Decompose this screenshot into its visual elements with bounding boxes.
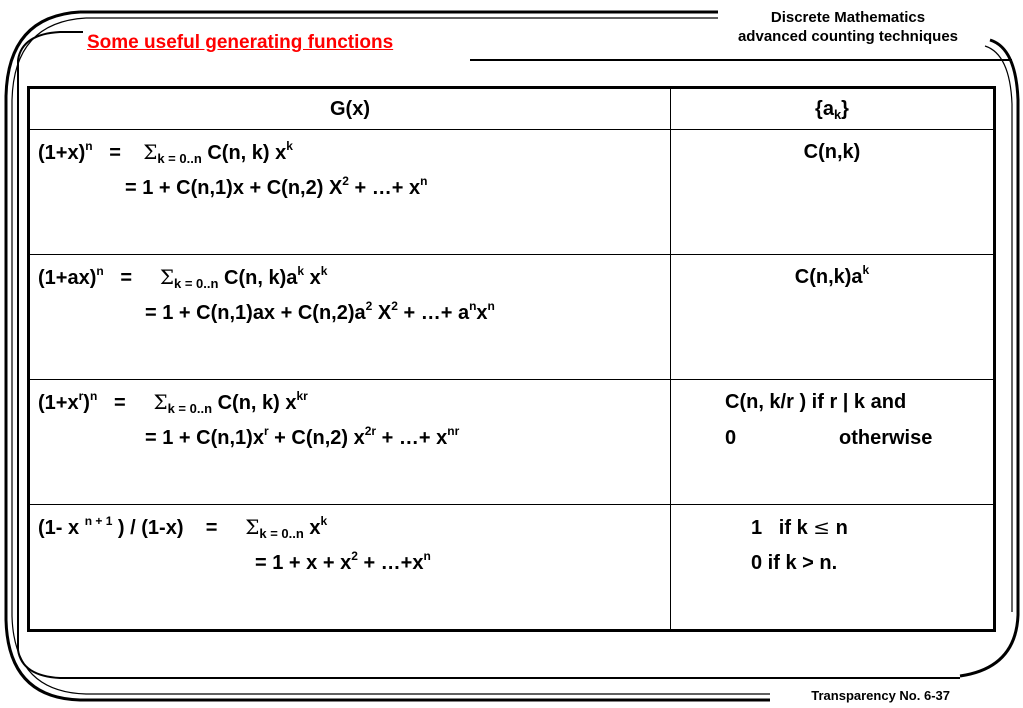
sequence-cell xyxy=(671,380,995,505)
gf-line-2: = $1 + x + x^2$ + $\dots+x^n$ xyxy=(255,549,431,574)
sequence-line-1: 1 if k ≤ n xyxy=(751,515,848,539)
transparency-number: Transparency No. 6-37 xyxy=(811,688,950,703)
sequence-line-2-condition: otherwise xyxy=(839,427,933,449)
gf-cell xyxy=(29,130,671,255)
column-header-ak: $\{a_k\}$ xyxy=(671,88,995,130)
table-header-row xyxy=(29,88,995,130)
table-row xyxy=(29,255,995,380)
gf-line-1: $(1+x^r)^n$ = $\Sigma_{k = 0..n}$ C(n, k) $x^{kr}$ xyxy=(38,389,308,416)
gf-cell xyxy=(29,255,671,380)
sequence-line-1: C(n, k/r ) if r | k and xyxy=(725,391,907,413)
gf-line-1: (1- x $^{n + 1}$ ) / (1-x) = $\Sigma_{k = 0..n}$ $x^k$ xyxy=(38,514,328,541)
table-row xyxy=(29,130,995,255)
sequence-cell: C(n,k) xyxy=(671,130,995,255)
generating-functions-table xyxy=(27,86,996,632)
course-header xyxy=(698,8,998,46)
column-header-gx: G(x) xyxy=(29,88,671,130)
table-row xyxy=(29,380,995,505)
gf-line-2: = $1 + C(n,1)ax + C(n,2)a^2$ $X^2$ + …+ $a^nx^n$ xyxy=(145,299,495,324)
course-name: Discrete Mathematics xyxy=(770,9,926,26)
gf-cell xyxy=(29,380,671,505)
gf-line-2: = $1 + C(n,1)x^r + C(n,2) x^{2r}$ + …+ $x^{nr}$ xyxy=(145,424,460,449)
course-topic: advanced counting techniques xyxy=(737,28,959,45)
sequence-cell: $C(n,k)a^k$ xyxy=(671,255,995,380)
gf-cell xyxy=(29,505,671,631)
slide-title: Some useful generating functions xyxy=(87,32,394,53)
gf-line-1: $(1+ax)^n$ = $\Sigma_{k = 0..n}$ C(n, $k)a^k$ $x^k$ xyxy=(38,264,328,291)
gf-line-2: = 1 + C(n,1)x + C(n,2) $X^2$ + …+ $x^n$ xyxy=(125,174,428,199)
sequence-line-2: 0 if k > n. xyxy=(751,552,838,574)
gf-line-1: $(1+x)^n$ = $\Sigma_{k = 0..n}$ C(n, k) $x^k$ xyxy=(38,139,293,166)
sequence-cell xyxy=(671,505,995,631)
table-row xyxy=(29,505,995,631)
sequence-line-2-value: 0 xyxy=(725,427,737,449)
